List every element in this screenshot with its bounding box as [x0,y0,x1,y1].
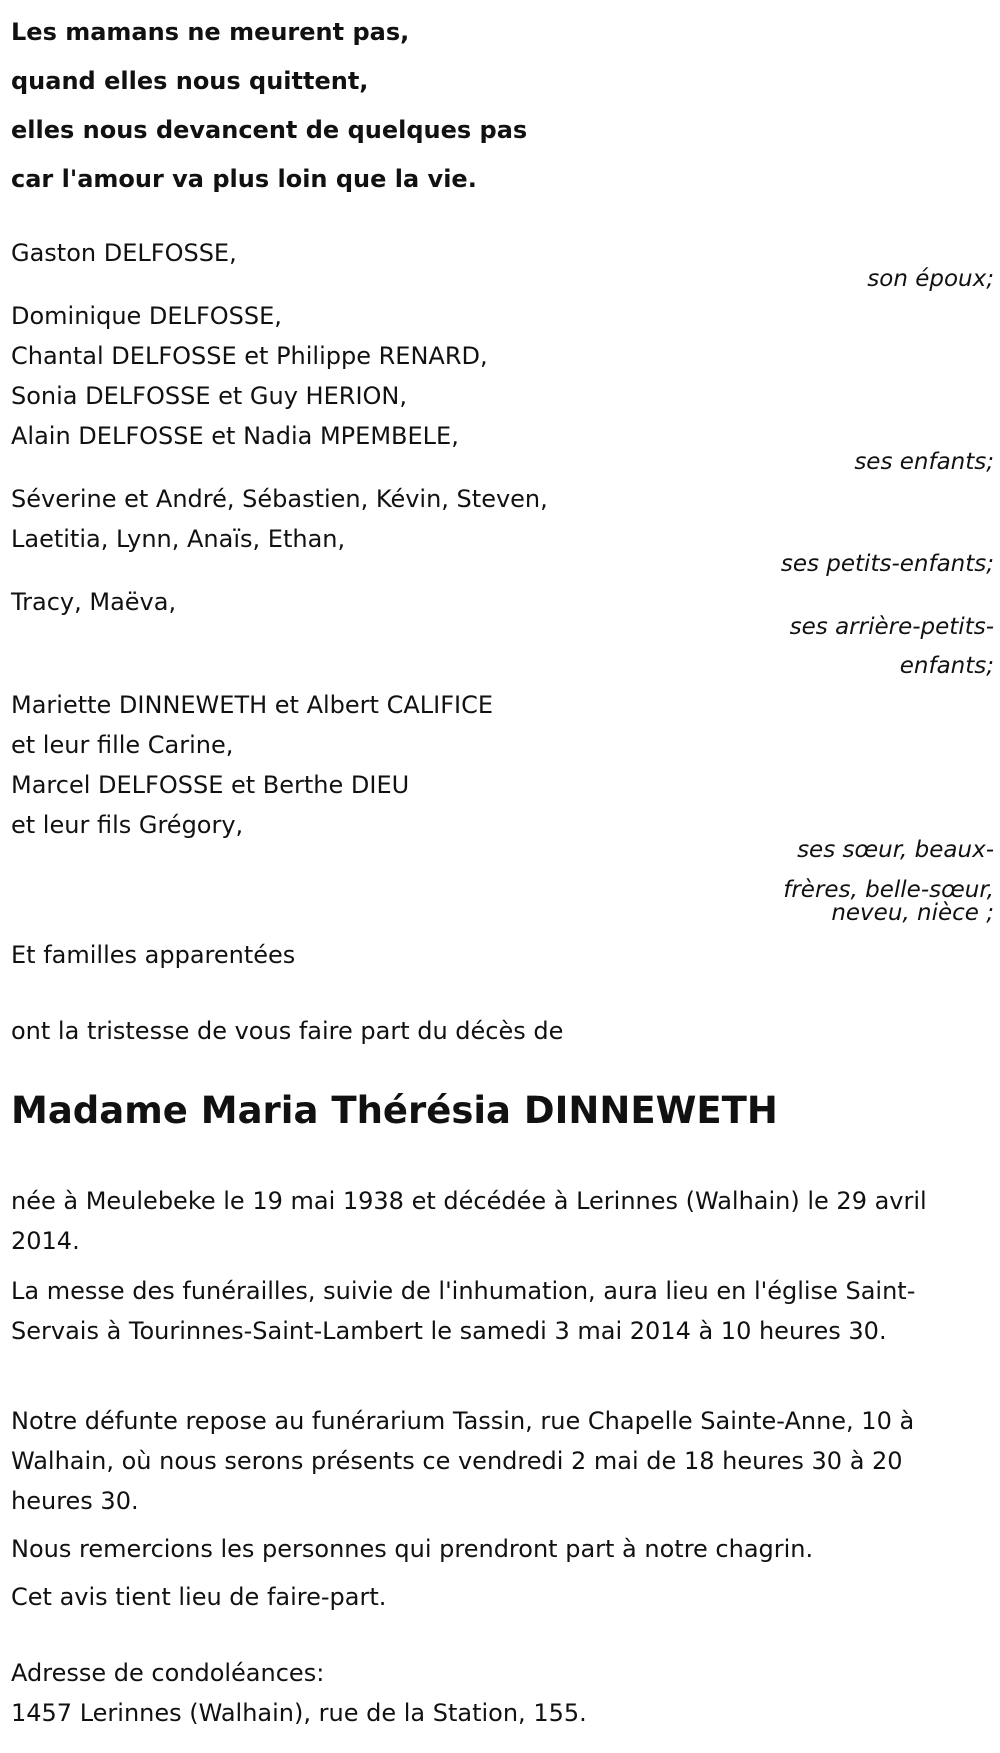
siblings-relation: frères, belle-sœur, [783,877,994,903]
grandchild-names: Séverine et André, Sébastien, Kévin, Steven, [11,485,548,513]
children-relation: ses enfants; [854,449,994,475]
great-grandchild-names: Tracy, Maëva, [11,588,177,616]
announcement-text: ont la tristesse de vous faire part du décès de [11,1017,564,1045]
funeral-paragraph: La messe des funérailles, suivie de l'inhumation, aura lieu en l'église Saint-Servais à Tourinnes-Saint-Lambert le samedi 3 mai 2014 à 10 heures 30. [11,1277,916,1345]
great-grandchildren-relation: enfants; [899,653,994,679]
poem-line: Les mamans ne meurent pas, [11,18,410,46]
poem-line: elles nous devancent de quelques pas [11,116,528,144]
notice-paragraph: Cet avis tient lieu de faire-part. [11,1583,387,1611]
siblings-relation: neveu, nièce ; [831,900,994,926]
child-name: Alain DELFOSSE et Nadia MPEMBELE, [11,422,459,450]
sibling-name: Mariette DINNEWETH et Albert CALIFICE [11,691,494,719]
poem-line: car l'amour va plus loin que la vie. [11,165,477,193]
great-grandchildren-relation: ses arrière-petits- [789,614,994,640]
thanks-paragraph: Nous remercions les personnes qui prendront part à notre chagrin. [11,1535,814,1563]
husband-name: Gaston DELFOSSE, [11,239,237,267]
condolences-address: 1457 Lerinnes (Walhain), rue de la Station, 155. [11,1699,587,1727]
grandchild-names: Laetitia, Lynn, Anaïs, Ethan, [11,525,346,553]
child-name: Sonia DELFOSSE et Guy HERION, [11,382,407,410]
child-name: Chantal DELFOSSE et Philippe RENARD, [11,342,488,370]
extended-family: Et familles apparentées [11,941,296,969]
condolences-label: Adresse de condoléances: [11,1659,325,1687]
deceased-name: Madame Maria Thérésia DINNEWETH [11,1089,778,1132]
poem-line: quand elles nous quittent, [11,67,369,95]
birth-death-paragraph: née à Meulebeke le 19 mai 1938 et décédée à Lerinnes (Walhain) le 29 avril 2014. [11,1187,927,1255]
sibling-name: et leur fils Grégory, [11,811,244,839]
visitation-paragraph: Notre défunte repose au funérarium Tassin, rue Chapelle Sainte-Anne, 10 à Walhain, où nous serons présents ce vendredi 2 mai de 18 heures 30 à 20 heures 30. [11,1407,915,1515]
child-name: Dominique DELFOSSE, [11,302,282,330]
sibling-name: et leur fille Carine, [11,731,234,759]
poem [11,8,711,204]
siblings-relation: ses sœur, beaux- [797,837,994,863]
husband-relation: son époux; [867,266,994,292]
grandchildren-relation: ses petits-enfants; [780,551,994,577]
sibling-name: Marcel DELFOSSE et Berthe DIEU [11,771,410,799]
